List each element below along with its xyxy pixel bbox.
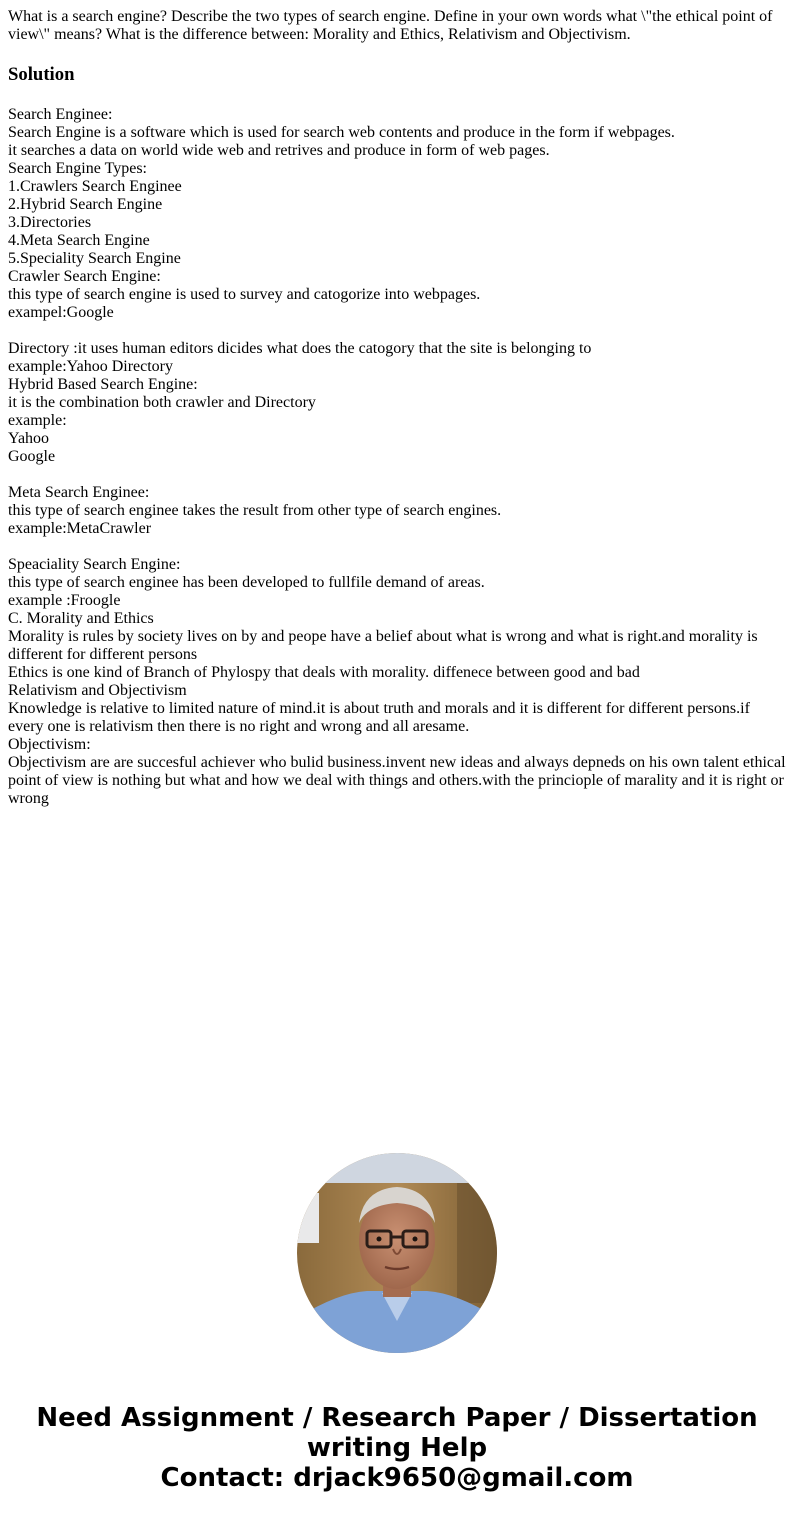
answer-line: Speaciality Search Engine: <box>8 556 181 573</box>
blank-line <box>8 466 786 484</box>
answer-line: Relativism and Objectivism <box>8 682 187 699</box>
blank-line <box>8 538 786 556</box>
answer-line: Search Engine Types: <box>8 160 147 177</box>
answer-line: Meta Search Enginee: <box>8 484 150 501</box>
answer-line: 4.Meta Search Engine <box>8 232 150 249</box>
document-body <box>8 8 786 808</box>
answer-line: Ethics is one kind of Branch of Phylospy that deals with morality. diffenece between good and bad <box>8 664 640 681</box>
answer-line: Morality is rules by society lives on by and peope have a belief about what is wrong and what is right.and morality is different for different persons <box>8 628 758 663</box>
answer-line: Search Enginee: <box>8 106 113 123</box>
answer-line: exampel:Google <box>8 304 114 321</box>
answer-line: Crawler Search Engine: <box>8 268 161 285</box>
answer-line: 3.Directories <box>8 214 92 231</box>
answer-line: Google <box>8 448 56 465</box>
answer-line: Yahoo <box>8 430 50 447</box>
solution-heading: Solution <box>8 64 75 85</box>
answer-line: Objectivism: <box>8 736 91 753</box>
answer-line: Hybrid Based Search Engine: <box>8 376 198 393</box>
answer-line: 1.Crawlers Search Enginee <box>8 178 182 195</box>
answer-line: example: <box>8 412 67 429</box>
answer-line: Search Engine is a software which is used for search web contents and produce in the form if webpages. <box>8 124 675 141</box>
answer-line: example :Froogle <box>8 592 121 609</box>
answer-line: it is the combination both crawler and Directory <box>8 394 316 411</box>
answer-line: Objectivism are are succesful achiever who bulid business.invent new ideas and always depneds on his own talent ethical point of view is nothing but what and how we deal with things and others.with the princiople of marality and it is right or wrong <box>8 754 786 807</box>
author-photo <box>297 1153 497 1353</box>
footer-help-line: Need Assignment / Research Paper / Dissertation writing Help <box>36 1403 758 1463</box>
answer-line: 2.Hybrid Search Engine <box>8 196 163 213</box>
blank-line <box>8 322 786 340</box>
answer-text <box>8 106 786 808</box>
answer-line: this type of search enginee takes the result from other type of search engines. <box>8 502 502 519</box>
answer-line: this type of search enginee has been developed to fullfile demand of areas. <box>8 574 485 591</box>
author-avatar <box>297 1153 497 1353</box>
footer-contact-line: Contact: drjack9650@gmail.com <box>160 1463 634 1493</box>
answer-line: C. Morality and Ethics <box>8 610 154 627</box>
answer-line: example:Yahoo Directory <box>8 358 173 375</box>
answer-line: Knowledge is relative to limited nature of mind.it is about truth and morals and it is different for different persons.if every one is relativism then there is no right and wrong and all aresame. <box>8 700 750 735</box>
answer-line: Directory :it uses human editors dicides what does the catogory that the site is belonging to <box>8 340 592 357</box>
answer-line: it searches a data on world wide web and retrives and produce in form of web pages. <box>8 142 550 159</box>
answer-line: example:MetaCrawler <box>8 520 152 537</box>
answer-line: this type of search engine is used to survey and catogorize into webpages. <box>8 286 481 303</box>
question-text: What is a search engine? Describe the two types of search engine. Define in your own words what \"the ethical point of view\" means? What is the difference between: Morality and Ethics, Relativism and Objectivism. <box>8 8 773 43</box>
answer-line: 5.Speciality Search Engine <box>8 250 181 267</box>
help-footer <box>0 1403 794 1493</box>
